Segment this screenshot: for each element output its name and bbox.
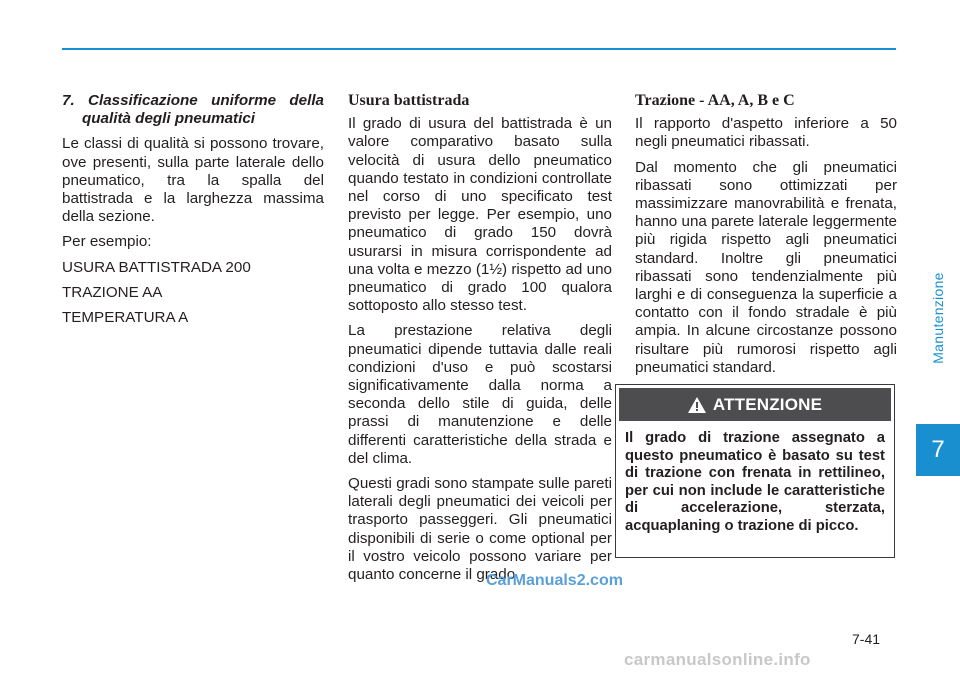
paragraph: Per esempio: — [62, 233, 152, 251]
warning-header — [619, 388, 891, 421]
chapter-side-label — [916, 218, 960, 418]
warning-box — [615, 384, 895, 558]
warning-text: Il grado di trazione assegnato a questo pneumatico è basato su test di trazione con frenata in rettilineo, per cui non include le caratteristiche di accelerazione, sterzata, acquaplaning o trazione di picco. — [625, 430, 885, 534]
watermark-top: CarManuals2.com — [486, 572, 623, 589]
example-line: USURA BATTISTRADA 200 — [62, 258, 251, 276]
header-rule — [62, 48, 896, 50]
example-line: TEMPERATURA A — [62, 309, 189, 327]
column-right — [635, 92, 897, 384]
paragraph: La prestazione relativa degli pneumatici dipende tuttavia dalle reali condizioni d'uso e può scostarsi significativamente dalla norma a seconda dello stile di guida, delle prassi di manutenzione e delle differenti caratteristiche della strada e del clima. — [348, 322, 612, 467]
example-line: TRAZIONE AA — [62, 283, 163, 301]
column-middle — [348, 92, 612, 591]
paragraph: Dal momento che gli pneumatici ribassati sono ottimizzati per massimizzare manovrabilità e frenata, hanno una parete laterale leggermente più rigida rispetto agli pneumatici standard. Inoltre gli pneumatici ribassati sono tendenzialmente più larghi e di conseguenza la superficie a contatto con il fondo stradale è più ampia. In alcune circostanze possono risultare più rumorosi rispetto agli pneumatici standard. — [635, 158, 897, 376]
warning-label: ATTENZIONE — [712, 394, 823, 414]
paragraph: Il grado di usura del battistrada è un valore comparativo basato sulla velocità di usura dello pneumatico quando testato in condizioni controllate nel corso di uno specificato test previsto per legge. Per esempio, uno pneumatico di grado 150 dovrà usurarsi in misura corrispondente ad una volta e mezzo (1½) rispetto ad uno pneumatico di grado 100 qualora sottoposto allo stesso test. — [348, 115, 612, 315]
item-title: 7. Classificazione uniforme della qualità degli pneumatici — [62, 92, 324, 128]
paragraph: Questi gradi sono stampate sulle pareti laterali degli pneumatici dei veicoli per trasporto passeggeri. Gli pneumatici disponibili di serie o come optional per il vostro veicolo possono variare per quanto concerne il grado. — [348, 475, 612, 584]
paragraph: Il rapporto d'aspetto inferiore a 50 negli pneumatici ribassati. — [635, 115, 897, 151]
chapter-name: Manutenzione — [930, 272, 946, 364]
chapter-tab — [916, 424, 960, 476]
paragraph: Le classi di qualità si possono trovare, ove presenti, sulla parte laterale dello pneumatico, tra la spalla del battistrada e la larghezza massima della sezione. — [62, 135, 324, 226]
warning-triangle-icon — [688, 397, 706, 413]
watermark-bottom: carmanualsonline.info — [624, 650, 811, 669]
chapter-number: 7 — [931, 436, 945, 463]
section-title-treadwear: Usura battistrada — [348, 92, 470, 109]
page-number: 7-41 — [852, 631, 881, 647]
section-title-traction: Trazione - AA, A, B e C — [635, 92, 795, 109]
column-left — [62, 92, 324, 334]
